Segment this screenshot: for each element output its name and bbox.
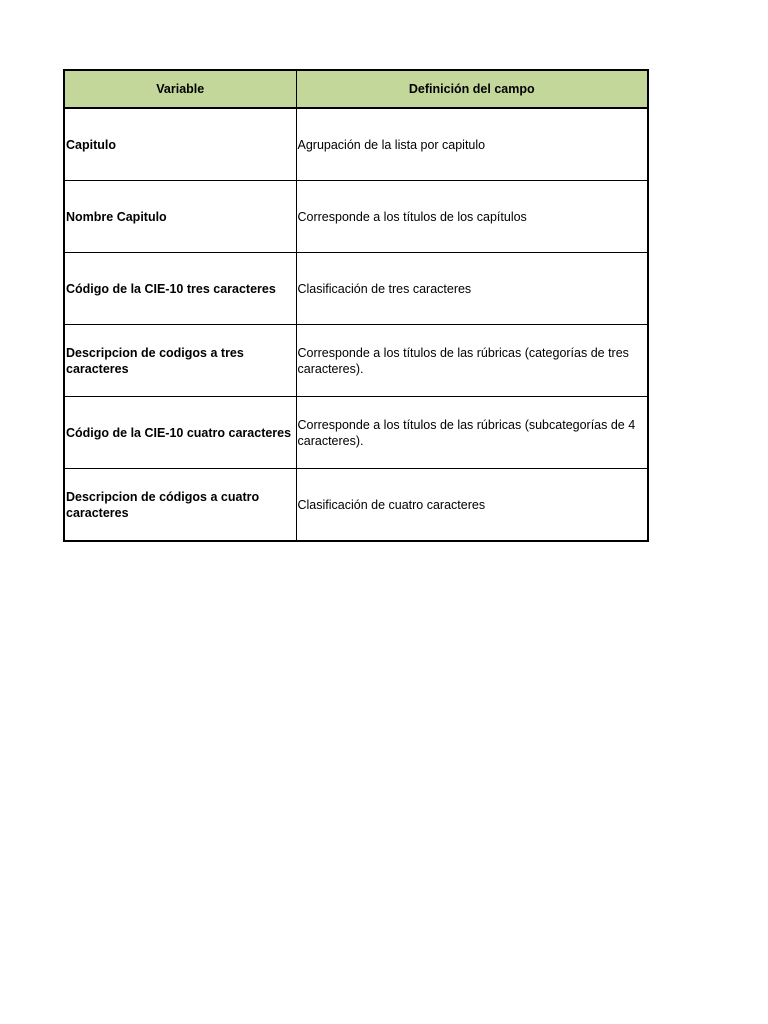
variable-cell: Nombre Capitulo (64, 181, 296, 253)
definitions-table (63, 69, 649, 542)
variable-cell: Descripcion de códigos a cuatro caracteres (64, 469, 296, 542)
variable-cell: Código de la CIE-10 tres caracteres (64, 253, 296, 325)
header-row (64, 70, 648, 108)
definition-cell: Corresponde a los títulos de las rúbricas (subcategorías de 4 caracteres). (296, 397, 648, 469)
definition-cell: Agrupación de la lista por capitulo (296, 108, 648, 181)
variable-cell: Capitulo (64, 108, 296, 181)
header-definition: Definición del campo (296, 70, 648, 108)
table-row (64, 253, 648, 325)
variable-cell: Código de la CIE-10 cuatro caracteres (64, 397, 296, 469)
table-row (64, 108, 648, 181)
header-variable: Variable (64, 70, 296, 108)
table-row (64, 181, 648, 253)
definition-cell: Clasificación de cuatro caracteres (296, 469, 648, 542)
definition-cell: Corresponde a los títulos de las rúbricas (categorías de tres caracteres). (296, 325, 648, 397)
definition-cell: Clasificación de tres caracteres (296, 253, 648, 325)
table-row (64, 397, 648, 469)
definition-cell: Corresponde a los títulos de los capítulos (296, 181, 648, 253)
variable-cell: Descripcion de codigos a tres caracteres (64, 325, 296, 397)
table-row (64, 325, 648, 397)
table-body (64, 108, 648, 541)
table-row (64, 469, 648, 542)
table-header (64, 70, 648, 108)
